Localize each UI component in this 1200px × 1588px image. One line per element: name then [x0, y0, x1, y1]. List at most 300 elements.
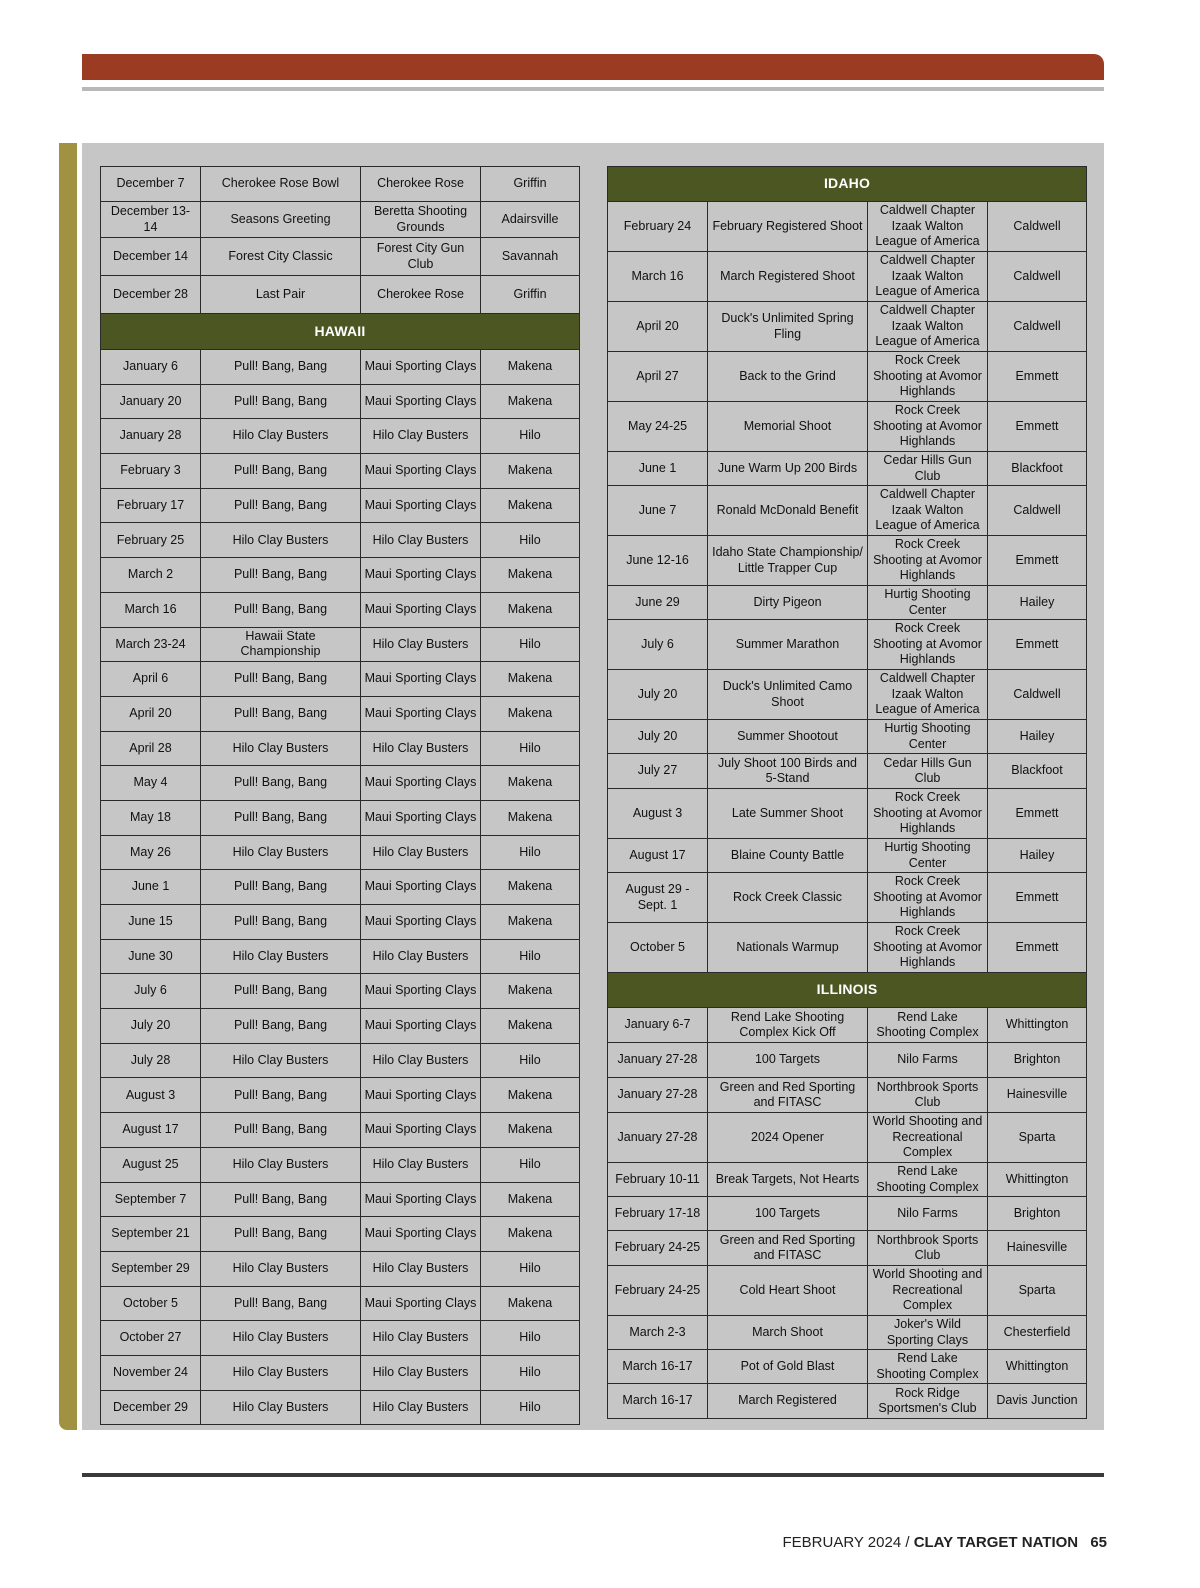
table-row — [101, 627, 580, 662]
event-venue: Maui Sporting Clays — [361, 870, 481, 905]
event-name: June Warm Up 200 Birds — [708, 452, 868, 486]
event-date: April 20 — [101, 696, 201, 731]
event-name: Pull! Bang, Bang — [201, 1217, 361, 1252]
event-city: Hailey — [988, 720, 1087, 754]
table-row — [608, 586, 1087, 620]
event-name: Pull! Bang, Bang — [201, 800, 361, 835]
event-date: May 4 — [101, 766, 201, 801]
table-row — [101, 800, 580, 835]
event-name: Idaho State Championship/ Little Trapper Cup — [708, 536, 868, 586]
event-name: Pull! Bang, Bang — [201, 1286, 361, 1321]
table-row — [608, 873, 1087, 923]
event-venue: Joker's Wild Sporting Clays — [868, 1316, 988, 1350]
event-date: July 20 — [608, 670, 708, 720]
table-row — [101, 1009, 580, 1044]
event-venue: Maui Sporting Clays — [361, 592, 481, 627]
table-row — [608, 1043, 1087, 1078]
event-venue: Hilo Clay Busters — [361, 523, 481, 558]
event-date: August 17 — [101, 1113, 201, 1148]
event-city: Makena — [481, 766, 580, 801]
event-name: Ronald McDonald Benefit — [708, 486, 868, 536]
table-row — [608, 302, 1087, 352]
state-header-row — [101, 314, 580, 350]
event-city: Emmett — [988, 923, 1087, 973]
event-venue: Hilo Clay Busters — [361, 731, 481, 766]
event-venue: Hilo Clay Busters — [361, 627, 481, 662]
event-venue: Hilo Clay Busters — [361, 939, 481, 974]
event-date: September 21 — [101, 1217, 201, 1252]
event-city: Makena — [481, 592, 580, 627]
event-venue: Hilo Clay Busters — [361, 419, 481, 454]
header-color-bar — [82, 54, 1104, 80]
event-venue: Rock Creek Shooting at Avomor Highlands — [868, 402, 988, 452]
event-date: February 25 — [101, 523, 201, 558]
event-date: January 6-7 — [608, 1008, 708, 1043]
event-name: Pull! Bang, Bang — [201, 974, 361, 1009]
table-row — [608, 352, 1087, 402]
event-date: June 1 — [101, 870, 201, 905]
event-venue: Maui Sporting Clays — [361, 1009, 481, 1044]
table-row — [101, 1147, 580, 1182]
event-date: February 3 — [101, 454, 201, 489]
event-name: Dirty Pigeon — [708, 586, 868, 620]
event-name: Hilo Clay Busters — [201, 523, 361, 558]
footer-issue: FEBRUARY 2024 / — [782, 1534, 910, 1551]
event-date: May 24-25 — [608, 402, 708, 452]
event-city: Hilo — [481, 1147, 580, 1182]
event-venue: Maui Sporting Clays — [361, 696, 481, 731]
event-city: Blackfoot — [988, 754, 1087, 789]
page-number: 65 — [1090, 1534, 1107, 1551]
table-row — [608, 1231, 1087, 1266]
table-row — [101, 696, 580, 731]
event-name: Memorial Shoot — [708, 402, 868, 452]
event-venue: Hilo Clay Busters — [361, 1147, 481, 1182]
event-date: May 18 — [101, 800, 201, 835]
table-row — [101, 1182, 580, 1217]
event-city: Emmett — [988, 620, 1087, 670]
event-name: Rend Lake Shooting Complex Kick Off — [708, 1008, 868, 1043]
table-row — [101, 731, 580, 766]
event-name: Pull! Bang, Bang — [201, 592, 361, 627]
event-city: Caldwell — [988, 486, 1087, 536]
event-city: Hainesville — [988, 1231, 1087, 1266]
event-date: July 6 — [101, 974, 201, 1009]
event-name: Green and Red Sporting and FITASC — [708, 1231, 868, 1266]
event-venue: Hilo Clay Busters — [361, 1390, 481, 1425]
event-name: Pull! Bang, Bang — [201, 558, 361, 593]
event-date: December 13-14 — [101, 202, 201, 238]
event-date: March 2-3 — [608, 1316, 708, 1350]
table-row — [608, 536, 1087, 586]
event-name: Pull! Bang, Bang — [201, 696, 361, 731]
event-city: Hailey — [988, 839, 1087, 873]
event-city: Makena — [481, 974, 580, 1009]
event-venue: Caldwell Chapter Izaak Walton League of America — [868, 252, 988, 302]
event-date: June 7 — [608, 486, 708, 536]
table-row — [101, 202, 580, 238]
event-venue: World Shooting and Recreational Complex — [868, 1113, 988, 1163]
event-name: March Shoot — [708, 1316, 868, 1350]
event-name: Rock Creek Classic — [708, 873, 868, 923]
event-venue: Maui Sporting Clays — [361, 558, 481, 593]
event-venue: Nilo Farms — [868, 1197, 988, 1231]
event-city: Makena — [481, 1113, 580, 1148]
event-city: Blackfoot — [988, 452, 1087, 486]
event-city: Makena — [481, 558, 580, 593]
event-city: Emmett — [988, 789, 1087, 839]
event-venue: Rend Lake Shooting Complex — [868, 1008, 988, 1043]
event-date: February 24-25 — [608, 1266, 708, 1316]
event-date: September 29 — [101, 1251, 201, 1286]
event-name: Hilo Clay Busters — [201, 1043, 361, 1078]
event-venue: Maui Sporting Clays — [361, 1217, 481, 1252]
event-city: Hilo — [481, 731, 580, 766]
event-city: Makena — [481, 800, 580, 835]
event-venue: Hurtig Shooting Center — [868, 720, 988, 754]
table-row — [608, 1384, 1087, 1419]
table-row — [608, 1113, 1087, 1163]
table-row — [101, 1251, 580, 1286]
table-row — [608, 789, 1087, 839]
table-row — [101, 276, 580, 314]
event-venue: Cherokee Rose — [361, 167, 481, 202]
state-header: HAWAII — [101, 314, 580, 350]
event-city: Makena — [481, 1078, 580, 1113]
state-header-row — [608, 973, 1087, 1008]
table-row — [101, 905, 580, 940]
event-name: Pull! Bang, Bang — [201, 870, 361, 905]
footer-rule — [82, 1473, 1104, 1477]
right-schedule-table — [607, 166, 1087, 1419]
event-city: Adairsville — [481, 202, 580, 238]
event-date: April 6 — [101, 662, 201, 697]
event-name: Blaine County Battle — [708, 839, 868, 873]
event-venue: Maui Sporting Clays — [361, 454, 481, 489]
event-venue: Hurtig Shooting Center — [868, 586, 988, 620]
event-date: March 23-24 — [101, 627, 201, 662]
event-date: June 30 — [101, 939, 201, 974]
event-name: 2024 Opener — [708, 1113, 868, 1163]
event-venue: Maui Sporting Clays — [361, 384, 481, 419]
table-row — [101, 870, 580, 905]
event-name: Pull! Bang, Bang — [201, 1182, 361, 1217]
table-row — [101, 1113, 580, 1148]
event-city: Hailey — [988, 586, 1087, 620]
event-venue: Maui Sporting Clays — [361, 488, 481, 523]
event-city: Emmett — [988, 402, 1087, 452]
event-name: Last Pair — [201, 276, 361, 314]
event-city: Hilo — [481, 835, 580, 870]
event-date: March 16 — [608, 252, 708, 302]
event-date: February 17-18 — [608, 1197, 708, 1231]
event-name: 100 Targets — [708, 1197, 868, 1231]
table-row — [101, 1078, 580, 1113]
event-city: Hainesville — [988, 1078, 1087, 1113]
event-city: Sparta — [988, 1266, 1087, 1316]
event-venue: Northbrook Sports Club — [868, 1078, 988, 1113]
event-date: June 29 — [608, 586, 708, 620]
event-city: Hilo — [481, 1321, 580, 1356]
event-date: March 16-17 — [608, 1384, 708, 1419]
event-name: Hilo Clay Busters — [201, 939, 361, 974]
event-venue: Maui Sporting Clays — [361, 800, 481, 835]
event-date: September 7 — [101, 1182, 201, 1217]
event-name: Nationals Warmup — [708, 923, 868, 973]
table-row — [101, 1043, 580, 1078]
table-row — [101, 835, 580, 870]
event-date: February 17 — [101, 488, 201, 523]
event-venue: Rock Creek Shooting at Avomor Highlands — [868, 789, 988, 839]
event-venue: Maui Sporting Clays — [361, 905, 481, 940]
event-city: Hilo — [481, 1251, 580, 1286]
event-venue: Cherokee Rose — [361, 276, 481, 314]
table-row — [608, 252, 1087, 302]
event-venue: Maui Sporting Clays — [361, 350, 481, 385]
state-header-row — [608, 167, 1087, 202]
event-city: Hilo — [481, 1390, 580, 1425]
event-venue: Northbrook Sports Club — [868, 1231, 988, 1266]
event-name: Hilo Clay Busters — [201, 835, 361, 870]
event-venue: Maui Sporting Clays — [361, 662, 481, 697]
event-venue: Hilo Clay Busters — [361, 1321, 481, 1356]
event-venue: World Shooting and Recreational Complex — [868, 1266, 988, 1316]
event-venue: Caldwell Chapter Izaak Walton League of America — [868, 670, 988, 720]
table-row — [101, 592, 580, 627]
event-venue: Beretta Shooting Grounds — [361, 202, 481, 238]
page-footer — [783, 1534, 1108, 1551]
table-row — [608, 1008, 1087, 1043]
event-name: Hawaii State Championship — [201, 627, 361, 662]
table-row — [101, 766, 580, 801]
event-city: Makena — [481, 1009, 580, 1044]
event-name: Seasons Greeting — [201, 202, 361, 238]
event-venue: Rock Creek Shooting at Avomor Highlands — [868, 352, 988, 402]
event-city: Whittington — [988, 1008, 1087, 1043]
event-date: August 3 — [608, 789, 708, 839]
table-row — [608, 1266, 1087, 1316]
event-date: July 20 — [608, 720, 708, 754]
event-date: December 7 — [101, 167, 201, 202]
event-city: Griffin — [481, 276, 580, 314]
event-date: June 1 — [608, 452, 708, 486]
footer-magazine-title: CLAY TARGET NATION — [913, 1534, 1079, 1551]
event-name: Pot of Gold Blast — [708, 1350, 868, 1384]
event-name: March Registered Shoot — [708, 252, 868, 302]
event-date: December 28 — [101, 276, 201, 314]
state-header: IDAHO — [608, 167, 1087, 202]
event-date: January 27-28 — [608, 1078, 708, 1113]
event-date: October 5 — [101, 1286, 201, 1321]
event-name: Pull! Bang, Bang — [201, 488, 361, 523]
event-city: Brighton — [988, 1043, 1087, 1078]
event-date: June 12-16 — [608, 536, 708, 586]
event-name: Pull! Bang, Bang — [201, 662, 361, 697]
event-venue: Rock Creek Shooting at Avomor Highlands — [868, 873, 988, 923]
event-city: Makena — [481, 696, 580, 731]
event-date: December 29 — [101, 1390, 201, 1425]
event-name: Break Targets, Not Hearts — [708, 1163, 868, 1197]
event-venue: Forest City Gun Club — [361, 238, 481, 276]
event-city: Emmett — [988, 352, 1087, 402]
event-name: Hilo Clay Busters — [201, 1147, 361, 1182]
event-city: Griffin — [481, 167, 580, 202]
event-city: Makena — [481, 870, 580, 905]
event-name: March Registered — [708, 1384, 868, 1419]
table-row — [101, 419, 580, 454]
table-row — [608, 720, 1087, 754]
event-date: April 27 — [608, 352, 708, 402]
event-city: Chesterfield — [988, 1316, 1087, 1350]
event-date: April 28 — [101, 731, 201, 766]
event-name: Pull! Bang, Bang — [201, 1078, 361, 1113]
event-name: Pull! Bang, Bang — [201, 350, 361, 385]
event-date: April 20 — [608, 302, 708, 352]
side-accent-bar — [59, 143, 77, 1430]
event-name: Cherokee Rose Bowl — [201, 167, 361, 202]
table-row — [101, 662, 580, 697]
event-name: July Shoot 100 Birds and 5-Stand — [708, 754, 868, 789]
event-venue: Hurtig Shooting Center — [868, 839, 988, 873]
table-row — [608, 1078, 1087, 1113]
table-row — [608, 1316, 1087, 1350]
event-city: Hilo — [481, 1355, 580, 1390]
event-date: January 27-28 — [608, 1113, 708, 1163]
event-city: Makena — [481, 1286, 580, 1321]
event-name: Hilo Clay Busters — [201, 1251, 361, 1286]
event-date: August 3 — [101, 1078, 201, 1113]
event-date: December 14 — [101, 238, 201, 276]
event-name: Pull! Bang, Bang — [201, 766, 361, 801]
event-date: March 16-17 — [608, 1350, 708, 1384]
table-row — [101, 974, 580, 1009]
event-city: Makena — [481, 454, 580, 489]
event-venue: Rock Ridge Sportsmen's Club — [868, 1384, 988, 1419]
event-venue: Hilo Clay Busters — [361, 1355, 481, 1390]
table-row — [101, 1217, 580, 1252]
table-row — [101, 167, 580, 202]
event-city: Makena — [481, 905, 580, 940]
table-row — [608, 839, 1087, 873]
event-city: Caldwell — [988, 302, 1087, 352]
event-city: Makena — [481, 1182, 580, 1217]
table-row — [101, 1390, 580, 1425]
event-date: August 25 — [101, 1147, 201, 1182]
event-name: Pull! Bang, Bang — [201, 384, 361, 419]
event-name: Pull! Bang, Bang — [201, 454, 361, 489]
event-city: Makena — [481, 1217, 580, 1252]
event-name: Hilo Clay Busters — [201, 419, 361, 454]
table-row — [101, 238, 580, 276]
event-city: Whittington — [988, 1350, 1087, 1384]
table-row — [608, 202, 1087, 252]
event-date: June 15 — [101, 905, 201, 940]
event-name: 100 Targets — [708, 1043, 868, 1078]
event-venue: Rock Creek Shooting at Avomor Highlands — [868, 536, 988, 586]
event-venue: Cedar Hills Gun Club — [868, 452, 988, 486]
event-date: January 6 — [101, 350, 201, 385]
table-row — [101, 488, 580, 523]
event-venue: Caldwell Chapter Izaak Walton League of America — [868, 486, 988, 536]
event-date: July 6 — [608, 620, 708, 670]
table-row — [101, 558, 580, 593]
event-venue: Rend Lake Shooting Complex — [868, 1350, 988, 1384]
event-city: Hilo — [481, 939, 580, 974]
event-name: Hilo Clay Busters — [201, 731, 361, 766]
event-date: February 24 — [608, 202, 708, 252]
table-row — [608, 452, 1087, 486]
event-venue: Cedar Hills Gun Club — [868, 754, 988, 789]
event-venue: Maui Sporting Clays — [361, 1078, 481, 1113]
table-row — [101, 523, 580, 558]
table-row — [608, 1197, 1087, 1231]
event-date: March 16 — [101, 592, 201, 627]
event-city: Emmett — [988, 536, 1087, 586]
event-name: Hilo Clay Busters — [201, 1321, 361, 1356]
event-date: November 24 — [101, 1355, 201, 1390]
event-venue: Hilo Clay Busters — [361, 1043, 481, 1078]
event-venue: Hilo Clay Busters — [361, 1251, 481, 1286]
table-row — [608, 670, 1087, 720]
event-name: Hilo Clay Busters — [201, 1390, 361, 1425]
event-venue: Rend Lake Shooting Complex — [868, 1163, 988, 1197]
table-row — [101, 384, 580, 419]
event-venue: Rock Creek Shooting at Avomor Highlands — [868, 923, 988, 973]
event-name: Forest City Classic — [201, 238, 361, 276]
event-name: Late Summer Shoot — [708, 789, 868, 839]
event-date: February 10-11 — [608, 1163, 708, 1197]
event-venue: Hilo Clay Busters — [361, 835, 481, 870]
event-venue: Caldwell Chapter Izaak Walton League of America — [868, 302, 988, 352]
event-city: Caldwell — [988, 202, 1087, 252]
table-row — [101, 1286, 580, 1321]
event-name: Pull! Bang, Bang — [201, 905, 361, 940]
table-row — [101, 1355, 580, 1390]
left-schedule-table — [100, 166, 580, 1425]
table-row — [608, 620, 1087, 670]
event-name: Summer Marathon — [708, 620, 868, 670]
event-date: March 2 — [101, 558, 201, 593]
table-row — [608, 754, 1087, 789]
event-city: Savannah — [481, 238, 580, 276]
event-date: July 27 — [608, 754, 708, 789]
event-city: Brighton — [988, 1197, 1087, 1231]
event-venue: Maui Sporting Clays — [361, 1182, 481, 1217]
event-city: Hilo — [481, 523, 580, 558]
event-city: Makena — [481, 384, 580, 419]
table-row — [608, 402, 1087, 452]
event-name: Back to the Grind — [708, 352, 868, 402]
event-city: Hilo — [481, 419, 580, 454]
event-date: July 20 — [101, 1009, 201, 1044]
state-header: ILLINOIS — [608, 973, 1087, 1008]
event-city: Hilo — [481, 627, 580, 662]
event-name: Summer Shootout — [708, 720, 868, 754]
event-city: Emmett — [988, 873, 1087, 923]
event-venue: Caldwell Chapter Izaak Walton League of America — [868, 202, 988, 252]
event-date: August 17 — [608, 839, 708, 873]
event-date: February 24-25 — [608, 1231, 708, 1266]
table-row — [101, 454, 580, 489]
event-venue: Maui Sporting Clays — [361, 1113, 481, 1148]
event-city: Hilo — [481, 1043, 580, 1078]
event-date: January 20 — [101, 384, 201, 419]
header-rule — [82, 87, 1104, 91]
event-venue: Maui Sporting Clays — [361, 1286, 481, 1321]
event-name: Hilo Clay Busters — [201, 1355, 361, 1390]
event-venue: Maui Sporting Clays — [361, 766, 481, 801]
event-venue: Nilo Farms — [868, 1043, 988, 1078]
